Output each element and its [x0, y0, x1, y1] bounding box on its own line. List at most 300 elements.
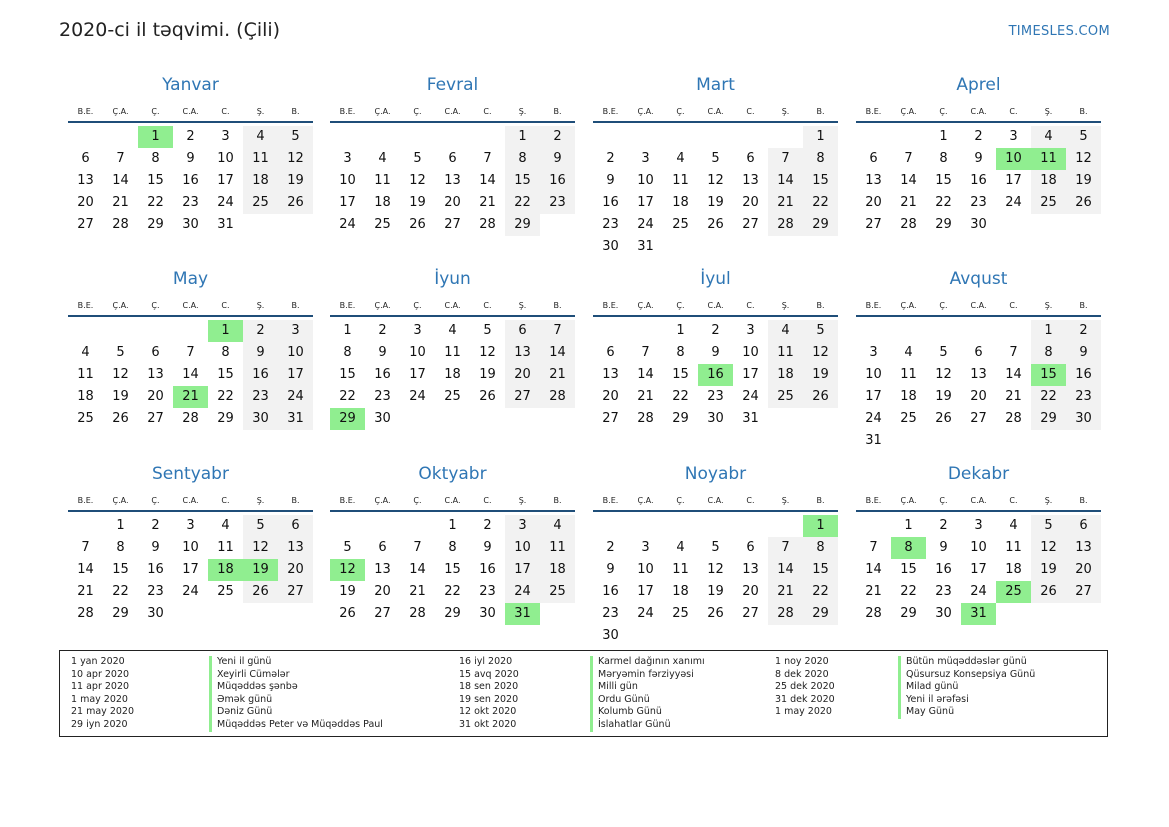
weekday-label: Ç. [676, 107, 685, 116]
day-cell: 29 [900, 606, 917, 621]
weekday-label: B. [291, 496, 300, 505]
day-cell: 7 [116, 151, 125, 166]
weekend-day-cell: 27 [278, 581, 313, 603]
weekend-day-cell: 28 [768, 603, 803, 625]
weekday-header [593, 102, 838, 123]
page-title: 2020-ci il təqvimi. (Çili) [59, 19, 281, 41]
empty-cell [663, 126, 698, 148]
weekday-header [856, 102, 1101, 123]
day-cell: 4 [904, 345, 913, 360]
weekend-day-cell: 17 [278, 364, 313, 386]
day-cell: 14 [77, 562, 94, 577]
day-cell: 1 [343, 323, 352, 338]
day-cell: 10 [742, 345, 759, 360]
weekend-day-cell: 3 [278, 320, 313, 342]
weekend-day-cell: 19 [278, 170, 313, 192]
week-row [68, 342, 313, 364]
day-cell: 12 [409, 173, 426, 188]
legend-names-column [898, 656, 1035, 719]
day-cell: 30 [602, 239, 619, 254]
day-cell: 21 [409, 584, 426, 599]
week-row [856, 126, 1101, 148]
day-cell: 6 [746, 151, 755, 166]
day-cell: 3 [869, 345, 878, 360]
day-cell: 16 [147, 562, 164, 577]
month-block [330, 463, 575, 625]
week-row [856, 320, 1101, 342]
legend-date: 31 dek 2020 [775, 693, 835, 705]
day-cell: 12 [707, 562, 724, 577]
legend-date: 19 sen 2020 [459, 693, 519, 705]
day-cell: 11 [217, 540, 234, 555]
week-row [593, 559, 838, 581]
weekday-label: C. [1009, 301, 1018, 310]
day-cell: 10 [182, 540, 199, 555]
day-cell: 7 [186, 345, 195, 360]
empty-cell [208, 603, 243, 625]
day-cell: 14 [409, 562, 426, 577]
month-block [330, 74, 575, 236]
weekend-day-cell: 16 [540, 170, 575, 192]
day-cell: 23 [602, 217, 619, 232]
empty-cell [278, 603, 313, 625]
day-cell: 24 [217, 195, 234, 210]
holiday-day-cell: 15 [1031, 364, 1066, 386]
day-cell: 17 [217, 173, 234, 188]
week-row [593, 386, 838, 408]
weekday-label: Ç. [676, 301, 685, 310]
empty-cell [400, 515, 435, 537]
month-name: Noyabr [684, 464, 747, 484]
day-cell: 2 [606, 540, 615, 555]
day-cell: 6 [448, 151, 457, 166]
empty-cell [1031, 214, 1066, 236]
month-name: May [172, 269, 209, 289]
weekend-day-cell: 13 [278, 537, 313, 559]
day-cell: 9 [974, 151, 983, 166]
weekend-day-cell: 8 [505, 148, 540, 170]
day-cell: 19 [707, 195, 724, 210]
week-row [856, 581, 1101, 603]
weekday-label: C.A. [970, 107, 987, 116]
weekday-label: Ç.A. [900, 301, 917, 310]
week-row [856, 364, 1101, 386]
empty-cell [926, 430, 961, 452]
weekday-label: B.E. [339, 107, 356, 116]
day-cell: 1 [676, 323, 685, 338]
empty-cell [243, 214, 278, 236]
day-cell: 16 [479, 562, 496, 577]
weekend-day-cell: 21 [768, 581, 803, 603]
weekday-label: C. [221, 301, 230, 310]
week-row [330, 386, 575, 408]
week-row [856, 148, 1101, 170]
weekend-day-cell: 24 [505, 581, 540, 603]
day-cell: 26 [339, 606, 356, 621]
empty-cell [768, 515, 803, 537]
legend-holiday-name: Milad günü [898, 681, 1035, 694]
day-cell: 3 [641, 151, 650, 166]
empty-cell [996, 603, 1031, 625]
day-cell: 30 [374, 411, 391, 426]
weekend-day-cell: 13 [505, 342, 540, 364]
weekend-day-cell: 21 [768, 192, 803, 214]
holiday-legend [59, 650, 1108, 737]
day-cell: 10 [409, 345, 426, 360]
day-cell: 17 [182, 562, 199, 577]
month-block [330, 268, 575, 430]
day-cell: 20 [865, 195, 882, 210]
weekday-label: C.A. [970, 301, 987, 310]
day-cell: 15 [444, 562, 461, 577]
weekday-label: C. [746, 107, 755, 116]
day-cell: 9 [151, 540, 160, 555]
weekend-day-cell: 16 [1066, 364, 1101, 386]
week-row [68, 559, 313, 581]
day-cell: 29 [112, 606, 129, 621]
empty-cell [628, 126, 663, 148]
weekday-label: Ş. [256, 496, 265, 505]
day-cell: 5 [711, 151, 720, 166]
day-cell: 13 [444, 173, 461, 188]
day-cell: 1 [939, 129, 948, 144]
weekend-day-cell: 16 [243, 364, 278, 386]
day-cell: 2 [378, 323, 387, 338]
empty-cell [400, 408, 435, 430]
day-cell: 4 [448, 323, 457, 338]
day-cell: 10 [637, 562, 654, 577]
day-cell: 29 [217, 411, 234, 426]
weekend-day-cell: 13 [1066, 537, 1101, 559]
day-cell: 27 [77, 217, 94, 232]
weekend-day-cell: 1 [505, 126, 540, 148]
empty-cell [593, 126, 628, 148]
day-cell: 5 [116, 345, 125, 360]
day-cell: 7 [641, 345, 650, 360]
week-row [330, 603, 575, 625]
day-cell: 2 [606, 151, 615, 166]
day-cell: 17 [1005, 173, 1022, 188]
empty-cell [733, 126, 768, 148]
empty-cell [103, 320, 138, 342]
day-cell: 6 [151, 345, 160, 360]
day-cell: 20 [147, 389, 164, 404]
weekday-label: Ç.A. [374, 107, 391, 116]
week-row [856, 342, 1101, 364]
day-cell: 12 [707, 173, 724, 188]
empty-cell [803, 408, 838, 430]
week-row [593, 625, 838, 647]
empty-cell [768, 126, 803, 148]
weekday-label: Ş. [518, 496, 527, 505]
weekday-label: B. [816, 496, 825, 505]
weekend-day-cell: 26 [803, 386, 838, 408]
week-row [68, 408, 313, 430]
weekday-label: B. [553, 107, 562, 116]
weekday-label: C. [746, 496, 755, 505]
empty-cell [663, 625, 698, 647]
day-cell: 28 [1005, 411, 1022, 426]
week-row [330, 192, 575, 214]
empty-cell [891, 320, 926, 342]
day-cell: 15 [112, 562, 129, 577]
day-cell: 7 [869, 540, 878, 555]
weekday-label: Ç. [413, 301, 422, 310]
weekend-day-cell: 7 [540, 320, 575, 342]
weekend-day-cell: 12 [1066, 148, 1101, 170]
weekday-label: B.E. [865, 496, 882, 505]
day-cell: 18 [900, 389, 917, 404]
legend-dates-column [775, 656, 835, 719]
weekend-day-cell: 26 [1031, 581, 1066, 603]
week-row [68, 214, 313, 236]
week-row [593, 320, 838, 342]
week-row [330, 342, 575, 364]
weekday-label: Ç. [413, 496, 422, 505]
weekday-label: Ş. [1044, 301, 1053, 310]
legend-holiday-name: İslahatlar Günü [590, 719, 705, 732]
week-row [330, 408, 575, 430]
legend-holiday-name: Yeni il günü [209, 656, 383, 669]
day-cell: 10 [970, 540, 987, 555]
day-cell: 22 [900, 584, 917, 599]
weekday-header [856, 491, 1101, 512]
weekend-day-cell: 28 [768, 214, 803, 236]
weekday-label: Ş. [256, 107, 265, 116]
empty-cell [173, 603, 208, 625]
legend-holiday-name: May Günü [898, 706, 1035, 719]
day-cell: 11 [374, 173, 391, 188]
empty-cell [330, 515, 365, 537]
month-name: Fevral [426, 75, 479, 95]
weekend-day-cell: 8 [1031, 342, 1066, 364]
day-cell: 6 [869, 151, 878, 166]
weekend-day-cell: 4 [540, 515, 575, 537]
empty-cell [1066, 603, 1101, 625]
day-cell: 1 [116, 518, 125, 533]
day-cell: 18 [77, 389, 94, 404]
holiday-day-cell: 1 [138, 126, 173, 148]
weekday-label: Ç. [676, 496, 685, 505]
day-cell: 31 [637, 239, 654, 254]
day-cell: 3 [641, 540, 650, 555]
weekend-day-cell: 12 [243, 537, 278, 559]
weekend-day-cell: 5 [1066, 126, 1101, 148]
weekday-label: Ç.A. [637, 496, 654, 505]
weekday-label: B.E. [602, 301, 619, 310]
weekday-label: C.A. [182, 107, 199, 116]
week-row [330, 320, 575, 342]
day-cell: 13 [970, 367, 987, 382]
day-cell: 14 [900, 173, 917, 188]
day-cell: 22 [217, 389, 234, 404]
day-cell: 13 [742, 173, 759, 188]
day-cell: 20 [374, 584, 391, 599]
day-cell: 28 [182, 411, 199, 426]
day-cell: 21 [900, 195, 917, 210]
day-cell: 30 [147, 606, 164, 621]
weekday-header [68, 491, 313, 512]
day-cell: 28 [77, 606, 94, 621]
week-row [68, 320, 313, 342]
day-cell: 3 [343, 151, 352, 166]
weekday-label: B.E. [339, 496, 356, 505]
legend-date: 1 may 2020 [775, 706, 832, 718]
weekday-label: C. [1009, 107, 1018, 116]
weekday-header [330, 102, 575, 123]
empty-cell [505, 408, 540, 430]
day-cell: 6 [606, 345, 615, 360]
month-name: Sentyabr [152, 464, 229, 484]
weekday-label: Ç. [151, 496, 160, 505]
day-cell: 17 [339, 195, 356, 210]
empty-cell [68, 320, 103, 342]
weekend-day-cell: 27 [1066, 581, 1101, 603]
legend-date: 21 may 2020 [71, 706, 135, 718]
day-cell: 25 [900, 411, 917, 426]
month-name: Dekabr [947, 464, 1010, 484]
month-block [593, 463, 838, 647]
day-cell: 4 [81, 345, 90, 360]
weekday-label: Ş. [781, 301, 790, 310]
day-cell: 14 [182, 367, 199, 382]
month-name: Mart [696, 75, 735, 95]
weekday-label: Ç. [939, 301, 948, 310]
weekday-label: C. [1009, 496, 1018, 505]
legend-date: 1 yan 2020 [71, 656, 125, 667]
day-cell: 11 [900, 367, 917, 382]
day-cell: 1 [904, 518, 913, 533]
day-cell: 24 [637, 217, 654, 232]
weekend-day-cell: 28 [540, 386, 575, 408]
holiday-day-cell: 21 [173, 386, 208, 408]
day-cell: 30 [935, 606, 952, 621]
day-cell: 4 [378, 151, 387, 166]
day-cell: 19 [409, 195, 426, 210]
day-cell: 26 [707, 217, 724, 232]
week-row [593, 126, 838, 148]
day-cell: 26 [112, 411, 129, 426]
day-cell: 7 [904, 151, 913, 166]
holiday-day-cell: 19 [243, 559, 278, 581]
weekend-day-cell: 6 [1066, 515, 1101, 537]
week-row [856, 430, 1101, 452]
day-cell: 23 [707, 389, 724, 404]
week-row [68, 537, 313, 559]
day-cell: 21 [865, 584, 882, 599]
weekday-label: Ç. [413, 107, 422, 116]
day-cell: 7 [1009, 345, 1018, 360]
weekend-day-cell: 15 [505, 170, 540, 192]
empty-cell [996, 320, 1031, 342]
day-cell: 6 [746, 540, 755, 555]
empty-cell [1066, 214, 1101, 236]
weekday-label: Ç.A. [637, 301, 654, 310]
day-cell: 6 [81, 151, 90, 166]
weekend-day-cell: 1 [1031, 320, 1066, 342]
legend-holiday-name: Bütün müqəddəslər günü [898, 656, 1035, 669]
empty-cell [628, 625, 663, 647]
day-cell: 31 [742, 411, 759, 426]
empty-cell [1066, 430, 1101, 452]
day-cell: 13 [742, 562, 759, 577]
day-cell: 22 [672, 389, 689, 404]
day-cell: 23 [970, 195, 987, 210]
week-row [593, 342, 838, 364]
day-cell: 3 [1009, 129, 1018, 144]
empty-cell [400, 126, 435, 148]
weekend-day-cell: 7 [768, 148, 803, 170]
day-cell: 27 [970, 411, 987, 426]
weekend-day-cell: 14 [768, 559, 803, 581]
day-cell: 27 [742, 217, 759, 232]
weekend-day-cell: 14 [768, 170, 803, 192]
day-cell: 15 [217, 367, 234, 382]
weekday-label: B.E. [865, 301, 882, 310]
day-cell: 30 [182, 217, 199, 232]
day-cell: 3 [746, 323, 755, 338]
weekend-day-cell: 26 [1066, 192, 1101, 214]
legend-holiday-name: Müqəddəs şənbə [209, 681, 383, 694]
day-cell: 10 [637, 173, 654, 188]
legend-date: 18 sen 2020 [459, 681, 519, 693]
weekday-label: B. [553, 301, 562, 310]
holiday-day-cell: 1 [208, 320, 243, 342]
day-cell: 15 [672, 367, 689, 382]
week-row [856, 537, 1101, 559]
week-row [68, 148, 313, 170]
legend-holiday-name: Karmel dağının xanımı [590, 656, 705, 669]
day-cell: 8 [151, 151, 160, 166]
day-cell: 10 [865, 367, 882, 382]
empty-cell [628, 515, 663, 537]
day-cell: 31 [217, 217, 234, 232]
legend-dates-column [459, 656, 519, 732]
weekday-header [856, 296, 1101, 317]
day-cell: 19 [935, 389, 952, 404]
empty-cell [173, 320, 208, 342]
day-cell: 9 [378, 345, 387, 360]
weekday-label: C. [483, 107, 492, 116]
legend-date: 10 apr 2020 [71, 668, 130, 680]
weekend-day-cell: 22 [803, 192, 838, 214]
weekend-day-cell: 5 [1031, 515, 1066, 537]
weekend-day-cell: 22 [803, 581, 838, 603]
day-cell: 24 [865, 411, 882, 426]
weekday-label: B. [1079, 301, 1088, 310]
legend-holiday-name: Ordu Günü [590, 694, 705, 707]
month-name: Yanvar [162, 75, 219, 95]
day-cell: 9 [606, 562, 615, 577]
day-cell: 4 [676, 540, 685, 555]
weekday-label: C. [221, 496, 230, 505]
weekend-day-cell: 8 [803, 537, 838, 559]
empty-cell [663, 236, 698, 258]
week-row [330, 515, 575, 537]
weekend-day-cell: 29 [803, 603, 838, 625]
brand-link[interactable]: TIMESLES.COM [1008, 24, 1110, 39]
empty-cell [733, 625, 768, 647]
day-cell: 16 [374, 367, 391, 382]
day-cell: 21 [479, 195, 496, 210]
empty-cell [891, 126, 926, 148]
empty-cell [733, 236, 768, 258]
legend-date: 1 noy 2020 [775, 656, 829, 667]
day-cell: 24 [182, 584, 199, 599]
day-cell: 30 [707, 411, 724, 426]
weekday-label: Ç.A. [374, 496, 391, 505]
weekday-label: Ç. [151, 301, 160, 310]
